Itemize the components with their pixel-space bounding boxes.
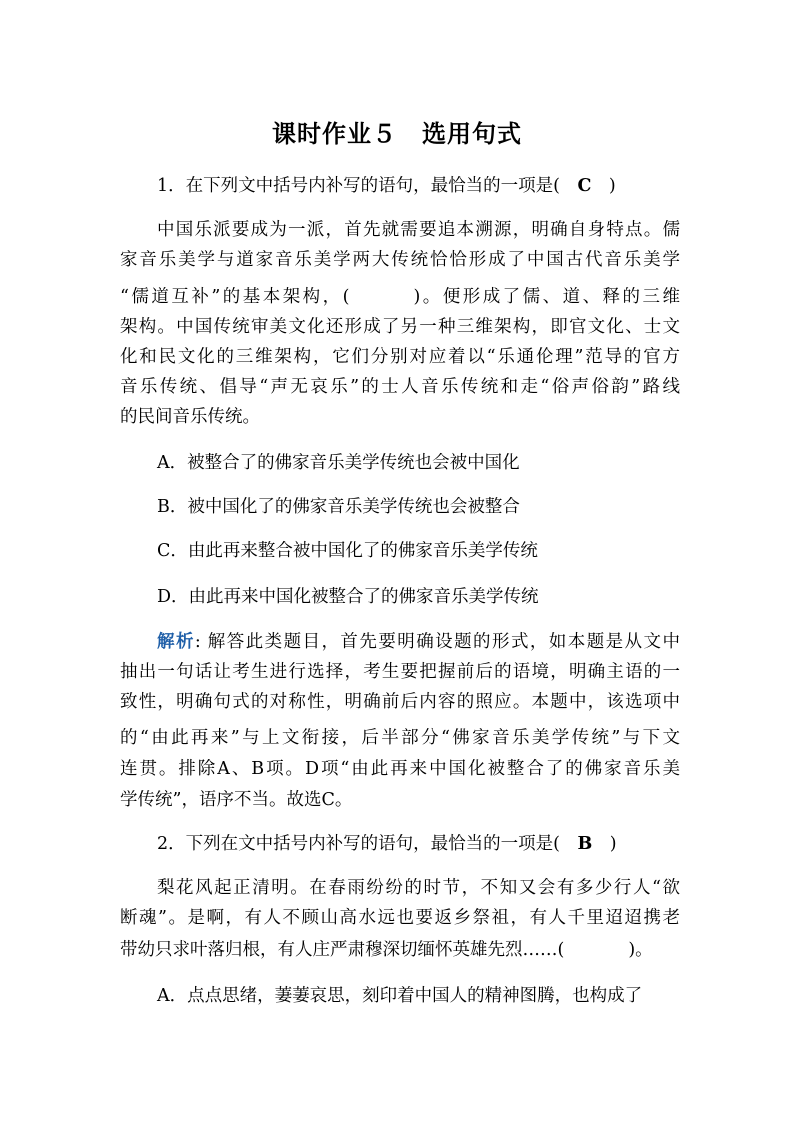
question-2-close: ) [592,834,617,854]
q2-option-a: A．点点思绪，萋萋哀思，刻印着中国人的精神图腾，也构成了 [157,986,643,1006]
q1-passage-line: 的民间音乐传统。 [120,407,260,427]
q1-analysis-line: 学传统”，语序不当。故选C。 [120,790,353,810]
q2-passage-part: )。 [628,940,653,960]
question-2-answer: B [577,834,593,854]
q1-passage-line-blank [120,285,680,309]
q1-analysis-line: 的“由此再来”与上文衔接，后半部分“佛家音乐美学传统”与下文 [120,728,680,748]
q1-option-c: C．由此再来整合被中国化了的佛家音乐美学传统 [157,541,538,561]
q2-passage-part: 带幼只求叶落归根，有人庄严肃穆深切缅怀英雄先烈……( [120,940,565,960]
q2-passage-line: 梨花风起正清明。在春雨纷纷的时节，不知又会有多少行人“欲 [157,878,680,898]
q2-passage-line: 断魂”。是啊，有人不顾山高水远也要返乡祭祖，有人千里迢迢携老 [120,908,680,928]
q1-passage-line: 架构。中国传统审美文化还形成了另一种三维架构，即官文化、士文 [120,317,680,337]
q1-passage-line: 家音乐美学与道家音乐美学两大传统恰恰形成了中国古代音乐美学 [120,250,680,270]
q1-analysis-line: 抽出一句话让考生进行选择，考生要把握前后的语境，明确主语的一 [120,662,680,682]
q1-passage-line: 音乐传统、倡导“声无哀乐”的士人音乐传统和走“俗声俗韵”路线 [120,377,680,397]
analysis-text: : 解答此类题目，首先要明确设题的形式，如本题是从文中 [194,632,681,652]
q1-passage-line: 中国乐派要成为一派，首先就需要追本溯源，明确自身特点。儒 [157,220,680,240]
q2-passage-line-blank [120,938,680,962]
q1-passage-line: 化和民文化的三维架构，它们分别对应着以“乐通伦理”范导的官方 [120,347,680,367]
page-title: 课时作业５ 选用句式 [272,119,522,148]
q1-option-d: D．由此再来中国化被整合了的佛家音乐美学传统 [157,587,539,607]
q1-analysis-first-line [157,630,680,654]
analysis-label: 解析 [157,632,195,652]
q1-analysis-line: 致性，明确句式的对称性，明确前后内容的照应。本题中，该选项中 [120,692,680,712]
question-1-stem [157,174,680,198]
q1-passage-part: )。便形成了儒、道、释的三维 [413,287,680,307]
q1-passage-part: “儒道互补”的基本架构，( [120,287,350,307]
question-1-close: ) [591,176,616,196]
question-2-text: 2．下列在文中括号内补写的语句，最恰当的一项是( [157,834,578,854]
q1-option-a: A．被整合了的佛家音乐美学传统也会被中国化 [157,453,520,473]
q1-analysis-line: 连贯。排除A、B项。D项“由此再来中国化被整合了的佛家音乐美 [120,759,680,779]
q1-option-b: B．被中国化了的佛家音乐美学传统也会被整合 [157,497,520,517]
question-1-text: 1．在下列文中括号内补写的语句，最恰当的一项是( [157,176,578,196]
question-1-answer: C [577,176,592,196]
question-2-stem [157,832,680,856]
